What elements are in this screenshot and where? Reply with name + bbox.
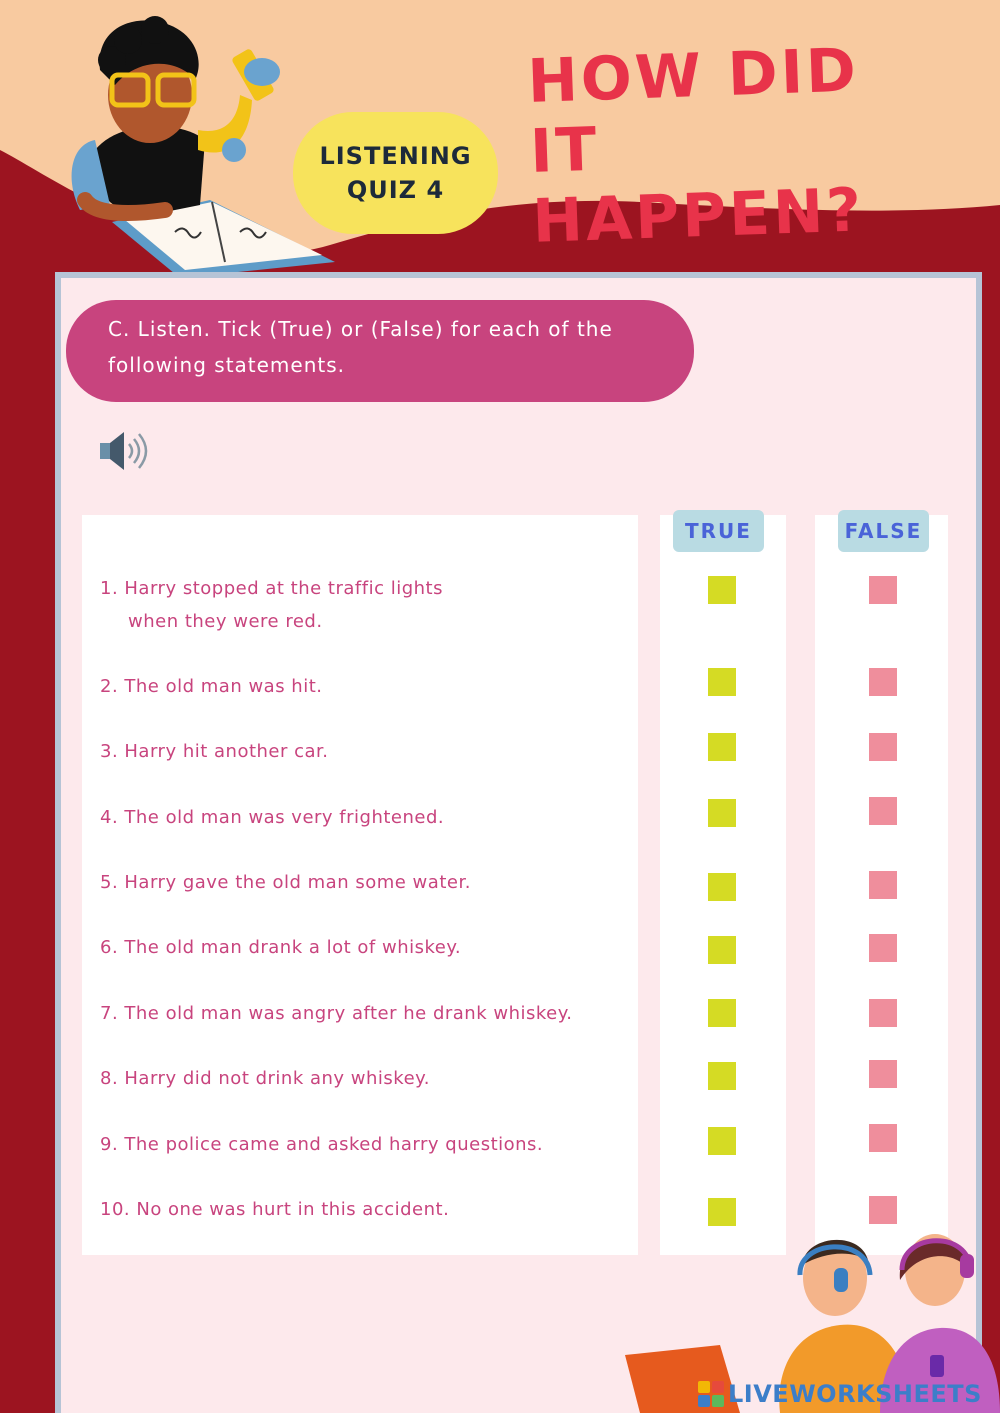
title-line-1: HOW DID IT	[526, 35, 860, 187]
false-checkbox-2[interactable]	[869, 668, 897, 696]
true-checkbox-8[interactable]	[708, 1062, 736, 1090]
speaker-icon[interactable]	[98, 428, 148, 474]
logo-text: LIVEWORKSHEETS	[728, 1380, 982, 1408]
true-checkbox-2[interactable]	[708, 668, 736, 696]
statement-10: 10. No one was hurt in this accident.	[100, 1199, 450, 1220]
statement-3: 3. Harry hit another car.	[100, 741, 329, 762]
statement-7: 7. The old man was angry after he drank whiskey.	[100, 1003, 573, 1024]
statement-8: 8. Harry did not drink any whiskey.	[100, 1068, 430, 1089]
statement-4: 4. The old man was very frightened.	[100, 807, 445, 828]
statement-1-line-2: when they were red.	[128, 611, 323, 632]
true-checkbox-9[interactable]	[708, 1127, 736, 1155]
true-checkbox-6[interactable]	[708, 936, 736, 964]
true-checkbox-1[interactable]	[708, 576, 736, 604]
title-line-2: HAPPEN?	[531, 175, 866, 257]
true-column-header: TRUE	[673, 510, 764, 552]
instruction-line-1: C. Listen. Tick (True) or (False) for each of the	[108, 317, 613, 341]
false-checkbox-7[interactable]	[869, 999, 897, 1027]
instruction-line-2: following statements.	[108, 353, 346, 377]
true-checkbox-5[interactable]	[708, 873, 736, 901]
statement-2: 2. The old man was hit.	[100, 676, 323, 697]
statement-5: 5. Harry gave the old man some water.	[100, 872, 471, 893]
badge-line-2: QUIZ 4	[346, 176, 445, 204]
true-checkbox-4[interactable]	[708, 799, 736, 827]
logo-mark-icon	[698, 1381, 724, 1407]
false-checkbox-4[interactable]	[869, 797, 897, 825]
false-checkbox-1[interactable]	[869, 576, 897, 604]
false-checkbox-3[interactable]	[869, 733, 897, 761]
page-title	[526, 33, 933, 257]
instruction-banner	[66, 300, 694, 402]
true-checkbox-7[interactable]	[708, 999, 736, 1027]
false-checkbox-9[interactable]	[869, 1124, 897, 1152]
statement-1	[100, 572, 640, 638]
false-checkbox-8[interactable]	[869, 1060, 897, 1088]
statement-1-line-1: 1. Harry stopped at the traffic lights	[100, 578, 443, 599]
liveworksheets-logo[interactable]	[698, 1378, 982, 1410]
statement-9: 9. The police came and asked harry questions.	[100, 1134, 544, 1155]
false-checkbox-5[interactable]	[869, 871, 897, 899]
true-checkbox-3[interactable]	[708, 733, 736, 761]
statement-6: 6. The old man drank a lot of whiskey.	[100, 937, 462, 958]
quiz-badge	[293, 112, 498, 234]
false-checkbox-6[interactable]	[869, 934, 897, 962]
badge-line-1: LISTENING	[319, 142, 472, 170]
false-column-header: FALSE	[838, 510, 929, 552]
